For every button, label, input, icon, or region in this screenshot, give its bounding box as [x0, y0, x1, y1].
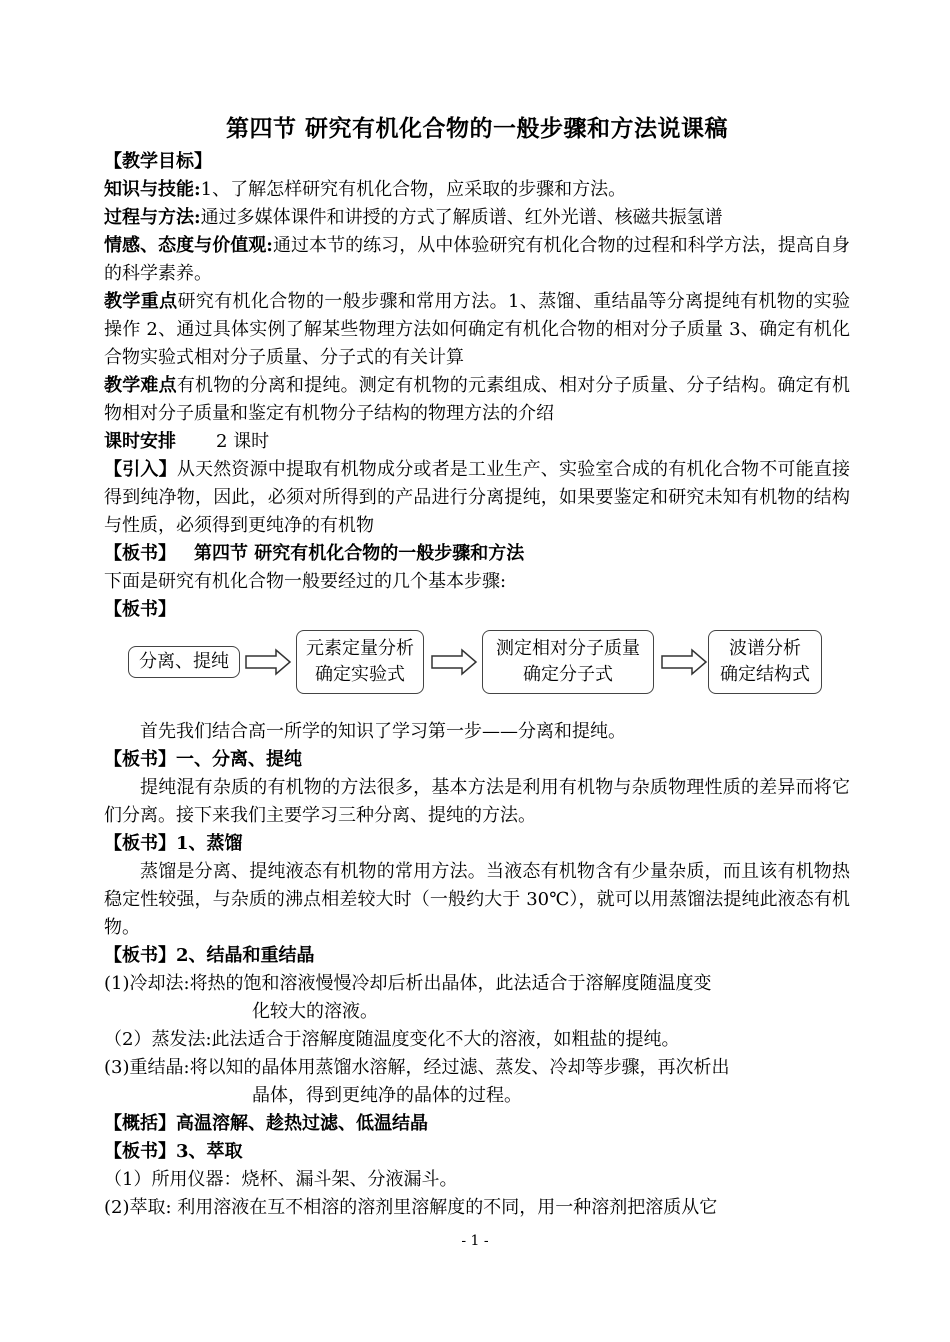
board-line-6	[104, 1138, 850, 1166]
board-label-4: 【板书】	[104, 833, 176, 854]
intro-paragraph	[104, 456, 850, 540]
purify-paragraph: 提纯混有杂质的有机物的方法很多，基本方法是利用有机物与杂质物理性质的差异而将它们分离。接下来我们主要学习三种分离、提纯的方法。	[104, 777, 850, 826]
board-line-4	[104, 830, 850, 858]
flow-arrow-3-icon	[660, 648, 708, 676]
schedule-line	[104, 428, 850, 456]
board-heading-6: 3、萃取	[176, 1141, 243, 1162]
flow-box-4-line1: 波谱分析	[729, 638, 801, 659]
key-points-paragraph	[104, 288, 850, 372]
first-step-line: 首先我们结合高一所学的知识了学习第一步——分离和提纯。	[140, 721, 626, 742]
page-number: - 1 -	[461, 1233, 489, 1249]
board-label-6: 【板书】	[104, 1141, 176, 1162]
document-page	[104, 112, 850, 1222]
flow-box-2-line1: 元素定量分析	[306, 638, 414, 659]
summary-line	[104, 1110, 850, 1138]
emotion-text: 通过本节的练习，从中体验研究有机化合物的过程和科学方法，提高自身的科学素养。	[104, 235, 850, 284]
board-line-5	[104, 942, 850, 970]
schedule-label: 课时安排	[104, 431, 176, 452]
intro-label: 【引入】	[104, 459, 177, 480]
crystal-method-1	[104, 970, 850, 998]
schedule-text: 2 课时	[216, 431, 270, 452]
crystal-method-1-cont: 化较大的溶液。	[252, 1001, 378, 1022]
board-line-2: 【板书】	[104, 599, 176, 620]
difficult-points-text: 有机物的分离和提纯。测定有机物的元素组成、相对分子质量、分子结构。确定有机物相对分子质量和鉴定有机物分子结构的物理方法的介绍	[104, 375, 851, 424]
knowledge-text: 1、了解怎样研究有机化合物，应采取的步骤和方法。	[200, 179, 627, 200]
crystal-method-3	[104, 1054, 850, 1082]
crystal-method-2	[104, 1026, 850, 1054]
emotion-paragraph	[104, 232, 850, 288]
extract-line-2: (2)萃取: 利用溶液在互不相溶的溶剂里溶解度的不同，用一种溶剂把溶质从它	[104, 1197, 718, 1218]
board-label-5: 【板书】	[104, 945, 176, 966]
board-section-title: 第四节 研究有机化合物的一般步骤和方法	[194, 543, 525, 564]
board-label: 【板书】	[104, 543, 176, 564]
flow-box-4-line2: 确定结构式	[720, 664, 810, 685]
crystal-method-2-label: （2）蒸发法:	[104, 1029, 212, 1050]
crystal-method-3-label: (3)重结晶:	[104, 1057, 190, 1078]
page-title: 第四节 研究有机化合物的一般步骤和方法说课稿	[225, 115, 728, 142]
crystal-method-3-cont: 晶体，得到更纯净的晶体的过程。	[252, 1085, 522, 1106]
summary-label: 【概括】	[104, 1113, 176, 1134]
intro-text: 从天然资源中提取有机物成分或者是工业生产、实验室合成的有机化合物不可能直接得到纯净物，因此，必须对所得到的产品进行分离提纯，如果要鉴定和研究未知有机物的结构与性质，必须得到更纯净的有机物	[104, 459, 851, 536]
difficult-points-label: 教学难点	[104, 375, 177, 396]
flow-box-2-line2: 确定实验式	[315, 664, 405, 685]
distill-paragraph: 蒸馏是分离、提纯液态有机物的常用方法。当液态有机物含有少量杂质，而且该有机物热稳定性较强，与杂质的沸点相差较大时（一般约大于 30℃），就可以用蒸馏法提纯此液态有机物。	[104, 861, 850, 938]
knowledge-line	[104, 176, 850, 204]
flow-arrow-2-icon	[430, 648, 478, 676]
crystal-method-1-label: (1)冷却法:	[104, 973, 190, 994]
steps-intro: 下面是研究有机化合物一般要经过的几个基本步骤:	[104, 571, 507, 592]
crystal-method-1-line1: 将热的饱和溶液慢慢冷却后析出晶体，此法适合于溶解度随温度变	[189, 973, 712, 994]
extract-line-1: （1）所用仪器：烧杯、漏斗架、分液漏斗。	[104, 1169, 458, 1190]
flow-box-molecular-mass	[482, 630, 654, 694]
board-heading-4: 1、蒸馏	[176, 833, 243, 854]
flow-box-separation	[128, 646, 240, 678]
process-line	[104, 204, 850, 232]
flow-box-separation-text: 分离、提纯	[139, 651, 229, 672]
board-line-1	[104, 540, 850, 568]
key-points-label: 教学重点	[104, 291, 178, 312]
objectives-heading: 【教学目标】	[104, 151, 212, 172]
flow-box-3-line2: 确定分子式	[523, 664, 613, 685]
emotion-label: 情感、态度与价值观:	[104, 235, 273, 256]
process-text: 通过多媒体课件和讲授的方式了解质谱、红外光谱、核磁共振氢谱	[200, 207, 723, 228]
crystal-method-2-text: 此法适合于溶解度随温度变化不大的溶液，如粗盐的提纯。	[211, 1029, 680, 1050]
board-line-3	[104, 746, 850, 774]
flow-arrow-1-icon	[244, 648, 292, 676]
difficult-points-paragraph	[104, 372, 850, 428]
knowledge-label: 知识与技能:	[104, 179, 201, 200]
board-heading-3: 一、分离、提纯	[176, 749, 302, 770]
flow-box-elemental-analysis	[296, 630, 424, 694]
key-points-text: 研究有机化合物的一般步骤和常用方法。1、蒸馏、重结晶等分离提纯有机物的实验操作 2、通过具体实例了解某些物理方法如何确定有机化合物的相对分子质量 3、确定有机化合物实验式相对分子质量、分子式的有关计算	[104, 291, 851, 368]
flow-box-spectral-analysis	[708, 630, 822, 694]
crystal-method-3-line1: 将以知的晶体用蒸馏水溶解，经过滤、蒸发、冷却等步骤，再次析出	[189, 1057, 730, 1078]
process-label: 过程与方法:	[104, 207, 201, 228]
steps-flowchart	[104, 630, 850, 714]
board-heading-5: 2、结晶和重结晶	[176, 945, 315, 966]
board-label-3: 【板书】	[104, 749, 176, 770]
flow-box-3-line1: 测定相对分子质量	[496, 638, 640, 659]
summary-text: 高温溶解、趁热过滤、低温结晶	[176, 1113, 428, 1134]
